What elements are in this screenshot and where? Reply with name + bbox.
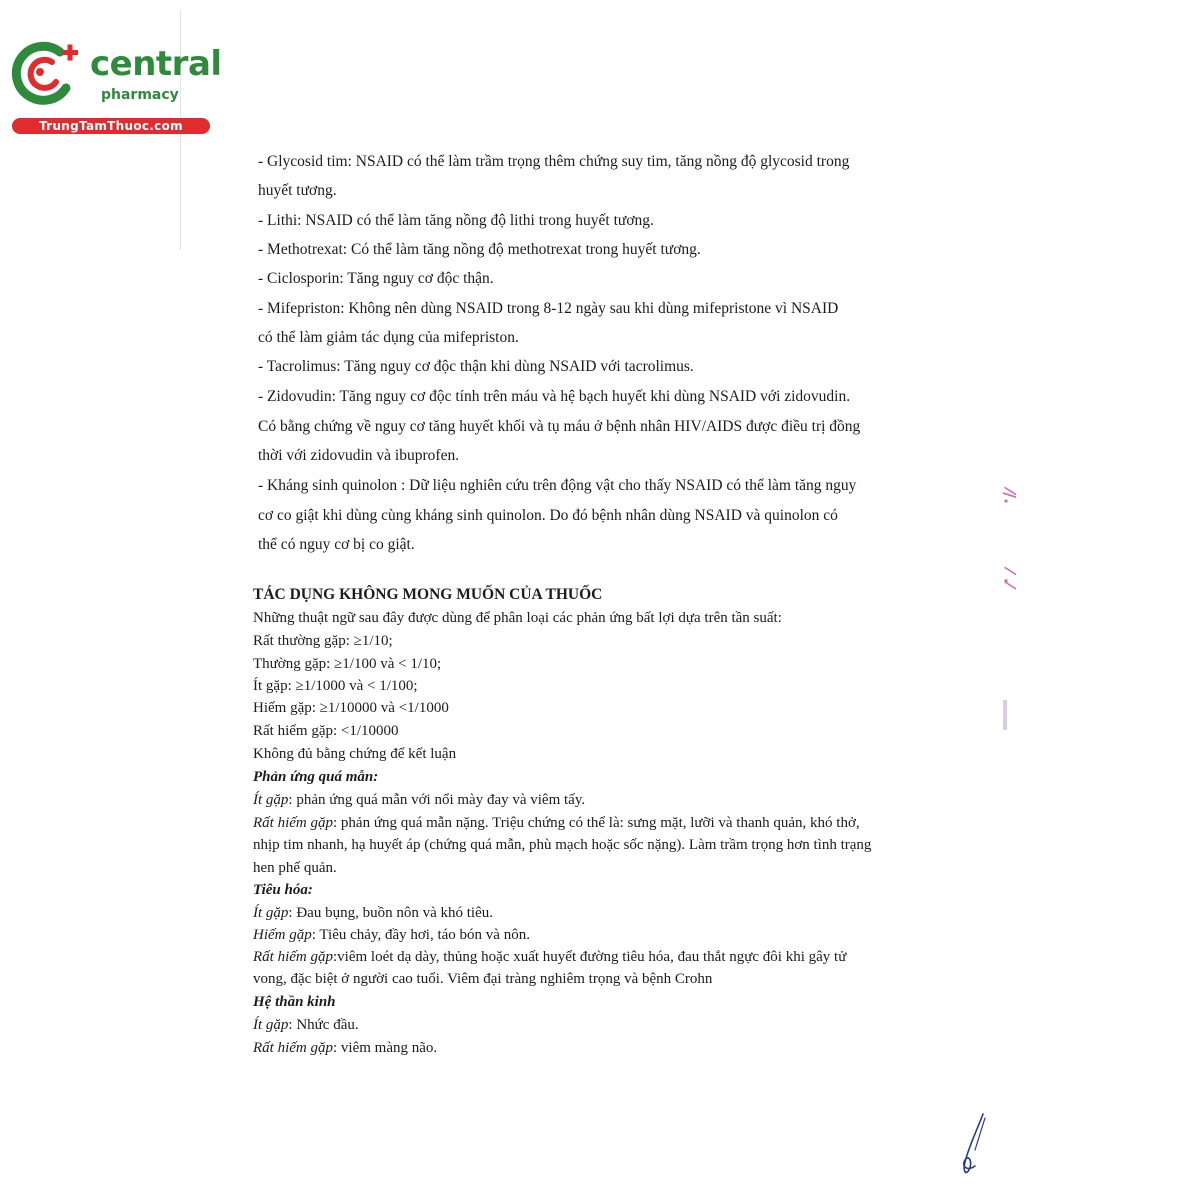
margin-stamp-mark: ⁄/.	[1000, 489, 1020, 505]
signature-mark	[955, 1110, 995, 1180]
interaction-item: - Kháng sinh quinolon : Dữ liệu nghiên cứu trên động vật cho thấy NSAID có thể làm tăng nguy	[258, 477, 857, 494]
logo-site-banner: TrungTamThuoc.com	[12, 118, 210, 134]
subsection-title-digestive: Tiêu hóa:	[253, 882, 313, 898]
interaction-item: - Tacrolimus: Tăng nguy cơ độc thận khi dùng NSAID với tacrolimus.	[258, 358, 694, 375]
frequency-item: Rất hiếm gặp: <1/10000	[253, 723, 399, 739]
frequency-item: Ít gặp: ≥1/1000 và < 1/100;	[253, 678, 418, 694]
logo-sub-text: pharmacy	[101, 87, 179, 103]
effect-item: Rất hiếm gặp:viêm loét dạ dày, thủng hoặc xuất huyết đường tiêu hóa, đau thắt ngực đôi khi gây tử	[253, 949, 847, 965]
interaction-continuation: thể có nguy cơ bị co giật.	[258, 536, 415, 553]
effect-continuation: nhịp tim nhanh, hạ huyết áp (chứng quá mẫn, phù mạch hoặc sốc nặng). Làm trầm trọng hơn tình trạng	[253, 837, 872, 853]
central-pharmacy-logo	[10, 38, 220, 138]
section-heading: TÁC DỤNG KHÔNG MONG MUỐN CỦA THUỐC	[253, 586, 603, 603]
effect-item: Rất hiếm gặp: viêm màng não.	[253, 1040, 438, 1056]
frequency-item: Hiếm gặp: ≥1/10000 và <1/1000	[253, 700, 449, 716]
effect-item: Rất hiếm gặp: phản ứng quá mẫn nặng. Triệu chứng có thể là: sưng mặt, lưỡi và thanh quản, khó thở,	[253, 815, 860, 831]
interaction-item: - Ciclosporin: Tăng nguy cơ độc thận.	[258, 270, 494, 287]
interaction-item: - Mifepriston: Không nên dùng NSAID trong 8-12 ngày sau khi dùng mifepristone vì NSAID	[258, 300, 839, 317]
effect-continuation: vong, đặc biệt ở người cao tuổi. Viêm đại tràng nghiêm trọng và bệnh Crohn	[253, 971, 713, 987]
interaction-continuation: cơ co giật khi dùng cùng kháng sinh quinolon. Do đó bệnh nhân dùng NSAID và quinolon có	[258, 507, 838, 524]
interaction-continuation: có thể làm giảm tác dụng của mifepriston.	[258, 329, 519, 346]
interaction-continuation: Có bằng chứng về nguy cơ tăng huyết khối và tụ máu ở bệnh nhân HIV/AIDS được điều trị đồng	[258, 418, 861, 435]
effect-item: Ít gặp: Đau bụng, buồn nôn và khó tiêu.	[253, 905, 493, 921]
interaction-item: - Methotrexat: Có thể làm tăng nồng độ methotrexat trong huyết tương.	[258, 241, 701, 258]
frequency-item: Thường gặp: ≥1/100 và < 1/10;	[253, 656, 442, 672]
frequency-item: Không đủ bằng chứng để kết luận	[253, 746, 457, 762]
section-intro: Những thuật ngữ sau đây được dùng để phân loại các phản ứng bất lợi dựa trên tần suất:	[253, 610, 782, 626]
interaction-item: - Zidovudin: Tăng nguy cơ độc tính trên máu và hệ bạch huyết khi dùng NSAID với zidovudin.	[258, 388, 851, 405]
frequency-item: Rất thường gặp: ≥1/10;	[253, 633, 393, 649]
effect-continuation: hen phế quản.	[253, 860, 337, 876]
margin-stamp-bar	[1003, 700, 1007, 730]
interaction-item: - Lithi: NSAID có thể làm tăng nồng độ lithi trong huyết tương.	[258, 212, 654, 229]
effect-item: Hiếm gặp: Tiêu chảy, đầy hơi, táo bón và nôn.	[253, 927, 530, 943]
subsection-title-hypersensitivity: Phản ứng quá mẫn:	[253, 769, 379, 785]
interaction-continuation: thời với zidovudin và ibuprofen.	[258, 447, 460, 464]
interaction-continuation: huyết tương.	[258, 182, 337, 199]
logo-brand-text: central	[90, 44, 222, 84]
pharmacy-cross-icon	[10, 38, 82, 108]
interaction-item: - Glycosid tim: NSAID có thể làm trầm trọng thêm chứng suy tim, tăng nồng độ glycosid trong	[258, 153, 850, 170]
effect-item: Ít gặp: Nhức đầu.	[253, 1017, 359, 1033]
effect-item: Ít gặp: phản ứng quá mẫn với nổi mày đay và viêm tấy.	[253, 792, 586, 808]
subsection-title-nervous: Hệ thần kinh	[253, 994, 336, 1010]
margin-stamp-mark: ⁄ .⁄	[1000, 569, 1020, 587]
